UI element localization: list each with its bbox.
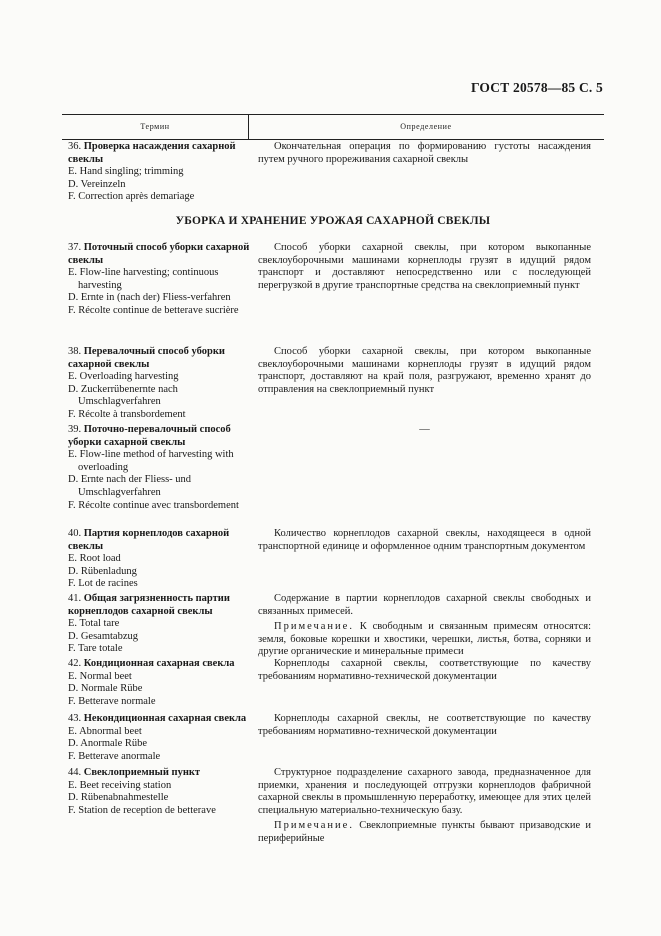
equivalent-fr: F. Tare totale xyxy=(68,643,123,655)
term-title xyxy=(68,141,250,166)
definition-text: Корнеплоды сахарной свеклы, не соответствующие по качеству требованиям нормативно-технической документации xyxy=(258,713,591,737)
term-column xyxy=(68,424,250,512)
term-column xyxy=(68,346,250,422)
term-number: 44. xyxy=(68,767,82,778)
definition-note xyxy=(258,820,591,845)
term-name: Перевалочный способ уборки сахарной свеклы xyxy=(68,346,225,370)
equivalent-en: E. Normal beet xyxy=(68,670,132,682)
term-title xyxy=(68,528,250,553)
equivalent-de: D. Vereinzeln xyxy=(68,178,126,190)
equivalent-en: E. Abnormal beet xyxy=(68,725,142,737)
equivalent-de: D. Ernte nach der Fliess- und Umschlagverfahren xyxy=(68,474,192,498)
equivalent-en: E. Overloading harvesting xyxy=(68,371,179,383)
equivalent-en: E. Total tare xyxy=(68,618,120,630)
term-column xyxy=(68,713,250,763)
equivalent-en: E. Flow-line method of harvesting with overloading xyxy=(68,449,234,473)
column-header-term: Термин xyxy=(140,122,170,131)
equivalent-fr: F. Récolte à transbordement xyxy=(68,408,186,420)
definition-column xyxy=(258,713,591,738)
term-number: 36. xyxy=(68,141,82,152)
definition-column xyxy=(258,346,591,396)
term-name: Некондиционная сахарная свекла xyxy=(83,713,247,724)
term-column xyxy=(68,242,250,318)
definition-text: Содержание в партии корнеплодов сахарной свеклы свободных и связанных примесей. xyxy=(258,593,591,617)
equivalent-de: D. Normale Rübe xyxy=(68,683,143,695)
term-number: 40. xyxy=(68,528,82,539)
page-header: ГОСТ 20578—85 С. 5 xyxy=(470,80,603,95)
term-number: 41. xyxy=(68,593,82,604)
definition-column xyxy=(258,141,591,166)
term-column xyxy=(68,528,250,591)
equivalent-fr: F. Récolte continue avec transbordement xyxy=(68,499,239,511)
term-name: Кондиционная сахарная свекла xyxy=(83,658,235,669)
equivalent-fr: F. Station de reception de betterave xyxy=(68,804,216,816)
definition-column xyxy=(258,593,591,659)
note-label: Примечание. xyxy=(274,621,354,633)
equivalent-fr: F. Betterave anormale xyxy=(68,750,161,762)
term-title xyxy=(68,658,250,671)
term-column xyxy=(68,141,250,204)
definition-text: Способ уборки сахарной свеклы, при котором выкопанные свеклоуборочными машинами корнеплоды грузят в идущий рядом транспорт и доставляют непосредственно или с последующей перегрузкой в другие транспортные средства на свеклоприемный пункт xyxy=(258,242,591,291)
note-text: К свободным и связанным примесям относятся: земля, боковые корешки и хвостики, черешки, листья, ботва, сорняки и другие органические и минеральные примеси xyxy=(258,621,591,658)
term-column xyxy=(68,658,250,708)
term-name: Партия корнеплодов сахарной свеклы xyxy=(68,528,230,552)
term-column xyxy=(68,767,250,817)
definition-text: Окончательная операция по формированию густоты насаждения путем ручного прореживания сахарной свеклы xyxy=(258,141,591,165)
equivalent-fr: F. Lot de racines xyxy=(68,578,138,590)
equivalent-de: D. Gesamtabzug xyxy=(68,630,138,642)
equivalent-en: E. Root load xyxy=(68,553,121,565)
column-header-definition: Определение xyxy=(400,122,452,131)
term-column xyxy=(68,593,250,656)
equivalent-fr: F. Betterave normale xyxy=(68,695,156,707)
term-title xyxy=(68,346,250,371)
note-label: Примечание. xyxy=(274,820,354,832)
definition-column xyxy=(258,658,591,683)
definition-text: Структурное подразделение сахарного завода, предназначенное для приемки, хранения и последующей отгрузки корнеплодов фабричной сахарной свеклы в промышленную переработку, имеющее для этих целей специальную материально-техническую базу. xyxy=(258,767,591,816)
term-number: 43. xyxy=(68,713,82,724)
definition-column xyxy=(258,424,591,437)
equivalent-en: E. Beet receiving station xyxy=(68,779,172,791)
equivalent-fr: F. Récolte continue de betterave sucrière xyxy=(68,304,239,316)
term-name: Проверка насаждения сахарной свеклы xyxy=(68,141,236,165)
term-title xyxy=(68,242,250,267)
equivalent-en: E. Flow-line harvesting; continuous harvesting xyxy=(68,267,219,291)
equivalent-fr: F. Correction après demariage xyxy=(68,191,195,203)
definition-dash: — xyxy=(419,424,430,435)
term-name: Свеклоприемный пункт xyxy=(83,767,201,778)
equivalent-de: D. Rübenabnahmestelle xyxy=(68,792,169,804)
term-title xyxy=(68,767,250,780)
equivalent-de: D. Zuckerrübenernte nach Umschlagverfahren xyxy=(68,383,178,408)
term-name: Поточный способ уборки сахарной свеклы xyxy=(68,242,250,266)
term-name: Поточно-перевалочный способ уборки сахарной свеклы xyxy=(68,424,231,448)
section-title: УБОРКА И ХРАНЕНИЕ УРОЖАЯ САХАРНОЙ СВЕКЛЫ xyxy=(175,215,491,227)
term-title xyxy=(68,424,250,449)
definition-text: Способ уборки сахарной свеклы, при котором выкопанные свеклоуборочными машинами корнеплоды грузят в идущий рядом транспорт, доставляют на край поля, разгружают, временно хранят до отправления на свеклоприемный пункт xyxy=(258,346,591,395)
definition-column xyxy=(258,242,591,292)
term-number: 38. xyxy=(68,346,82,357)
note-text: Свеклоприемные пункты бывают призаводские и периферийные xyxy=(258,820,592,844)
definition-column xyxy=(258,767,591,846)
term-number: 37. xyxy=(68,242,82,253)
table-header xyxy=(62,114,604,140)
definition-text: Корнеплоды сахарной свеклы, соответствующие по качеству требованиям нормативно-технической документации xyxy=(258,658,591,682)
definition-column xyxy=(258,528,591,553)
definition-text: Количество корнеплодов сахарной свеклы, находящееся в одной транспортной единице и оформленное одним транспортным документом xyxy=(258,528,591,552)
term-number: 42. xyxy=(68,658,82,669)
term-title xyxy=(68,713,250,726)
equivalent-de: D. Ernte in (nach der) Fliess-verfahren xyxy=(68,292,231,304)
equivalent-de: D. Anormale Rübe xyxy=(68,738,148,750)
term-number: 39. xyxy=(68,424,82,435)
equivalent-en: E. Hand singling; trimming xyxy=(68,166,184,178)
term-title xyxy=(68,593,250,618)
equivalent-de: D. Rübenladung xyxy=(68,565,137,577)
definition-note xyxy=(258,621,591,659)
term-name: Общая загрязненность партии корнеплодов сахарной свеклы xyxy=(68,593,230,617)
